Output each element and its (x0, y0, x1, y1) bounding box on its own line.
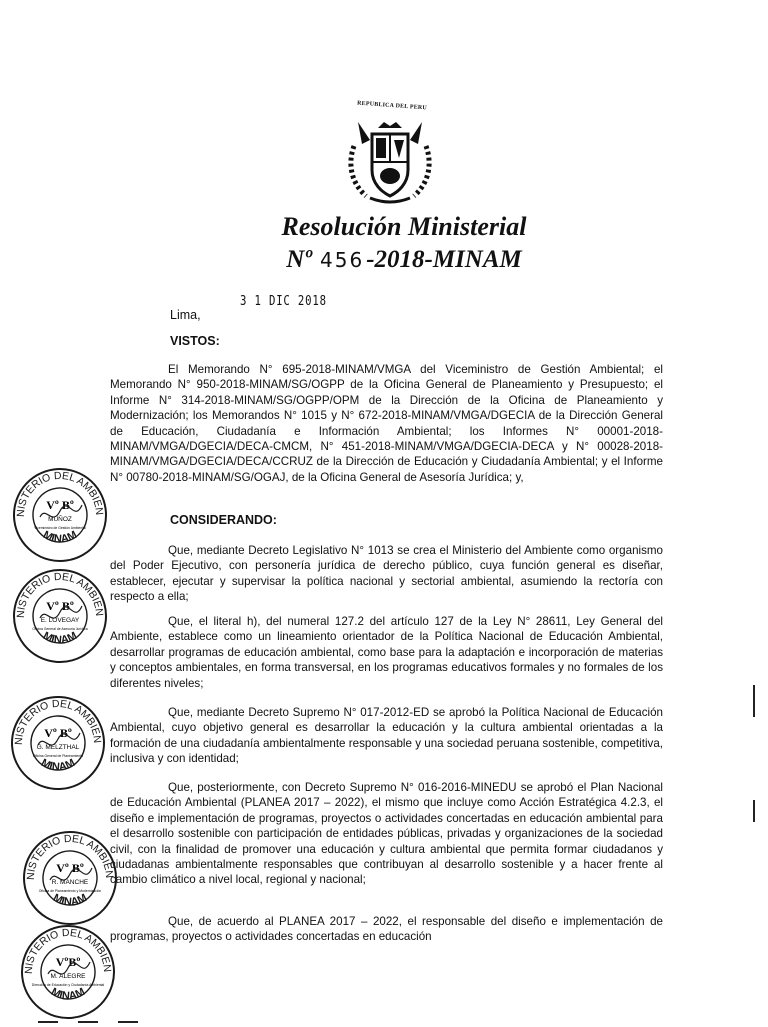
margin-mark (753, 800, 755, 822)
approval-stamp (10, 566, 110, 666)
number-prefix: Nº (286, 246, 312, 273)
approval-stamp (18, 922, 118, 1022)
stamp-office: Viceministro de Gestión Ambiental (34, 526, 86, 530)
stamp-signer: E. LOVEGAY (40, 617, 80, 624)
stamp-office: Oficina General de Asesoría Jurídica (32, 627, 88, 631)
stamp-ring-bottom: MINAM (50, 891, 90, 909)
approval-stamp (20, 828, 120, 928)
margin-mark (753, 685, 755, 717)
stamp-signer: G. MELZTHAL (36, 744, 80, 751)
stamp-vobo: Vº Bº (46, 498, 74, 512)
stamp-seal-icon (10, 566, 110, 666)
coat-of-arms-icon (340, 100, 440, 208)
stamp-seal-icon (10, 465, 110, 565)
considerando-paragraph-3: Que, mediante Decreto Supremo N° 017-2012-ED se aprobó la Política Nacional de Educación Ambiental, cuyo objetivo general es desarrollar la educación y la cultura ambiental orientadas a la formación de una ciudadanía ambientalmente responsable y una sociedad peruana sostenible, competitiva, inclusiva y con identidad; (110, 706, 663, 766)
considerando-paragraph-1: Que, mediante Decreto Legislativo N° 1013 se crea el Ministerio del Ambiente como organismo del Poder Ejecutivo, con personería jurídica de derecho público, cuya función general es diseñar, establecer, ejecutar y supervisar la política nacional y sectorial ambiental, asumiendo la rectoría con respecto a ella; (110, 544, 663, 604)
stamp-office: Oficina General de Planeamiento (33, 754, 83, 758)
stamp-signer: M. ALEGRE (50, 973, 86, 980)
stamp-ring-top: NISTERIO DEL AMBIEN (14, 469, 106, 518)
stamp-seal-icon (8, 693, 108, 793)
considerando-heading: CONSIDERANDO: (170, 513, 277, 527)
considerando-paragraph-5: Que, de acuerdo al PLANEA 2017 – 2022, el responsable del diseño e implementación de programas, proyectos o actividades concertadas en educación (110, 915, 663, 944)
stamp-office: Oficina de Planeamiento y Modernización (38, 889, 102, 893)
stamp-ring-bottom: MINAM (40, 629, 80, 647)
place-label: Lima, (170, 308, 201, 322)
vistos-paragraph: El Memorando N° 695-2018-MINAM/VMGA del Viceministro de Gestión Ambiental; el Memorando N° 950-2018-MINAM/SG/OGPP de la Oficina General de Planeamiento y Presupuesto; el Informe N° 314-2018-MINAM/SG/OGPP/OPM de la Dirección de la Oficina de Planeamiento y Modernización; los Memorandos N° 1015 y N° 672-2018-MINAM/VMGA/DGECIA de la Dirección General de Educación, Ciudadanía e Información Ambiental; los Informes N° 00001-2018-MINAM/VMGA/DGECIA/DECA-CMCM, N° 451-2018-MINAM/VMGA/DGECIA-DECA y N° 00028-2018-MINAM/VMGA/DGECIA/DECA/CCRUZ de la Dirección de Educación y Ciudadanía Ambiental; y el Informe N° 00780-2018-MINAM/SG/OGAJ, de la Oficina General de Asesoría Jurídica; y, (110, 363, 663, 484)
stamp-vobo: Vº Bº (56, 861, 84, 875)
date-stamp: 3 1 DIC 2018 (240, 294, 327, 309)
number-handwritten: 456 (320, 248, 365, 272)
stamp-vobo: VºBº (55, 955, 81, 969)
stamp-seal-icon (18, 922, 118, 1022)
resolution-title: Resolución Ministerial (281, 212, 527, 241)
stamp-ring-top: NISTERIO DEL AMBIEN (12, 697, 104, 746)
considerando-paragraph-4: Que, posteriormente, con Decreto Supremo N° 016-2016-MINEDU se aprobó el Plan Nacional de Educación Ambiental (PLANEA 2017 – 2022), el mismo que incluye como Acción Estratégica 4.2.3, el diseño e implementación de programas, proyectos o actividades concertadas en educación ambiental para el desarrollo sostenible con participación de entidades públicas, privadas y organizaciones de la sociedad civil, con la finalidad de promover una educación y cultura ambiental que permita formar ciudadanos y ciudadanas ambientalmente responsables que contribuyan al desarrollo sostenible y a hacer frente al cambio climático a nivel local, regional y nacional; (110, 781, 663, 887)
stamp-ring-top: NISTERIO DEL AMBIEN (22, 926, 114, 975)
stamp-signer: MUÑOZ (48, 516, 72, 523)
resolution-number (0, 246, 768, 274)
stamp-vobo: Vº Bº (46, 599, 74, 613)
approval-stamp (8, 693, 108, 793)
stamp-ring-bottom: MINAM (38, 756, 78, 774)
coat-caption: REPUBLICA DEL PERU (356, 100, 428, 112)
vistos-heading: VISTOS: (170, 334, 220, 348)
stamp-ring-bottom: MINAM (40, 528, 80, 546)
scan-edge-marks (0, 1016, 768, 1024)
approval-stamp (10, 465, 110, 565)
stamp-ring-bottom: MINAM (48, 985, 88, 1003)
stamp-signer: R. MANCHE (51, 879, 89, 886)
stamp-vobo: Vº Bº (44, 726, 72, 740)
stamp-ring-top: NISTERIO DEL AMBIEN (14, 570, 106, 619)
number-suffix: -2018-MINAM (366, 246, 522, 273)
stamp-office: Dirección de Educación y Ciudadanía Ambiental (31, 983, 105, 987)
stamp-seal-icon (20, 828, 120, 928)
considerando-paragraph-2: Que, el literal h), del numeral 127.2 del artículo 127 de la Ley N° 28611, Ley General del Ambiente, establece como un lineamiento orientador de la Política Nacional de Educación Ambiental, desarrollar programas de educación ambiental, como base para la adaptación e incorporación de materias y conceptos ambientales, en forma transversal, en los programas educativos formales y no formales de los diferentes niveles; (110, 615, 663, 690)
stamp-ring-top: NISTERIO DEL AMBIEN (24, 832, 116, 881)
